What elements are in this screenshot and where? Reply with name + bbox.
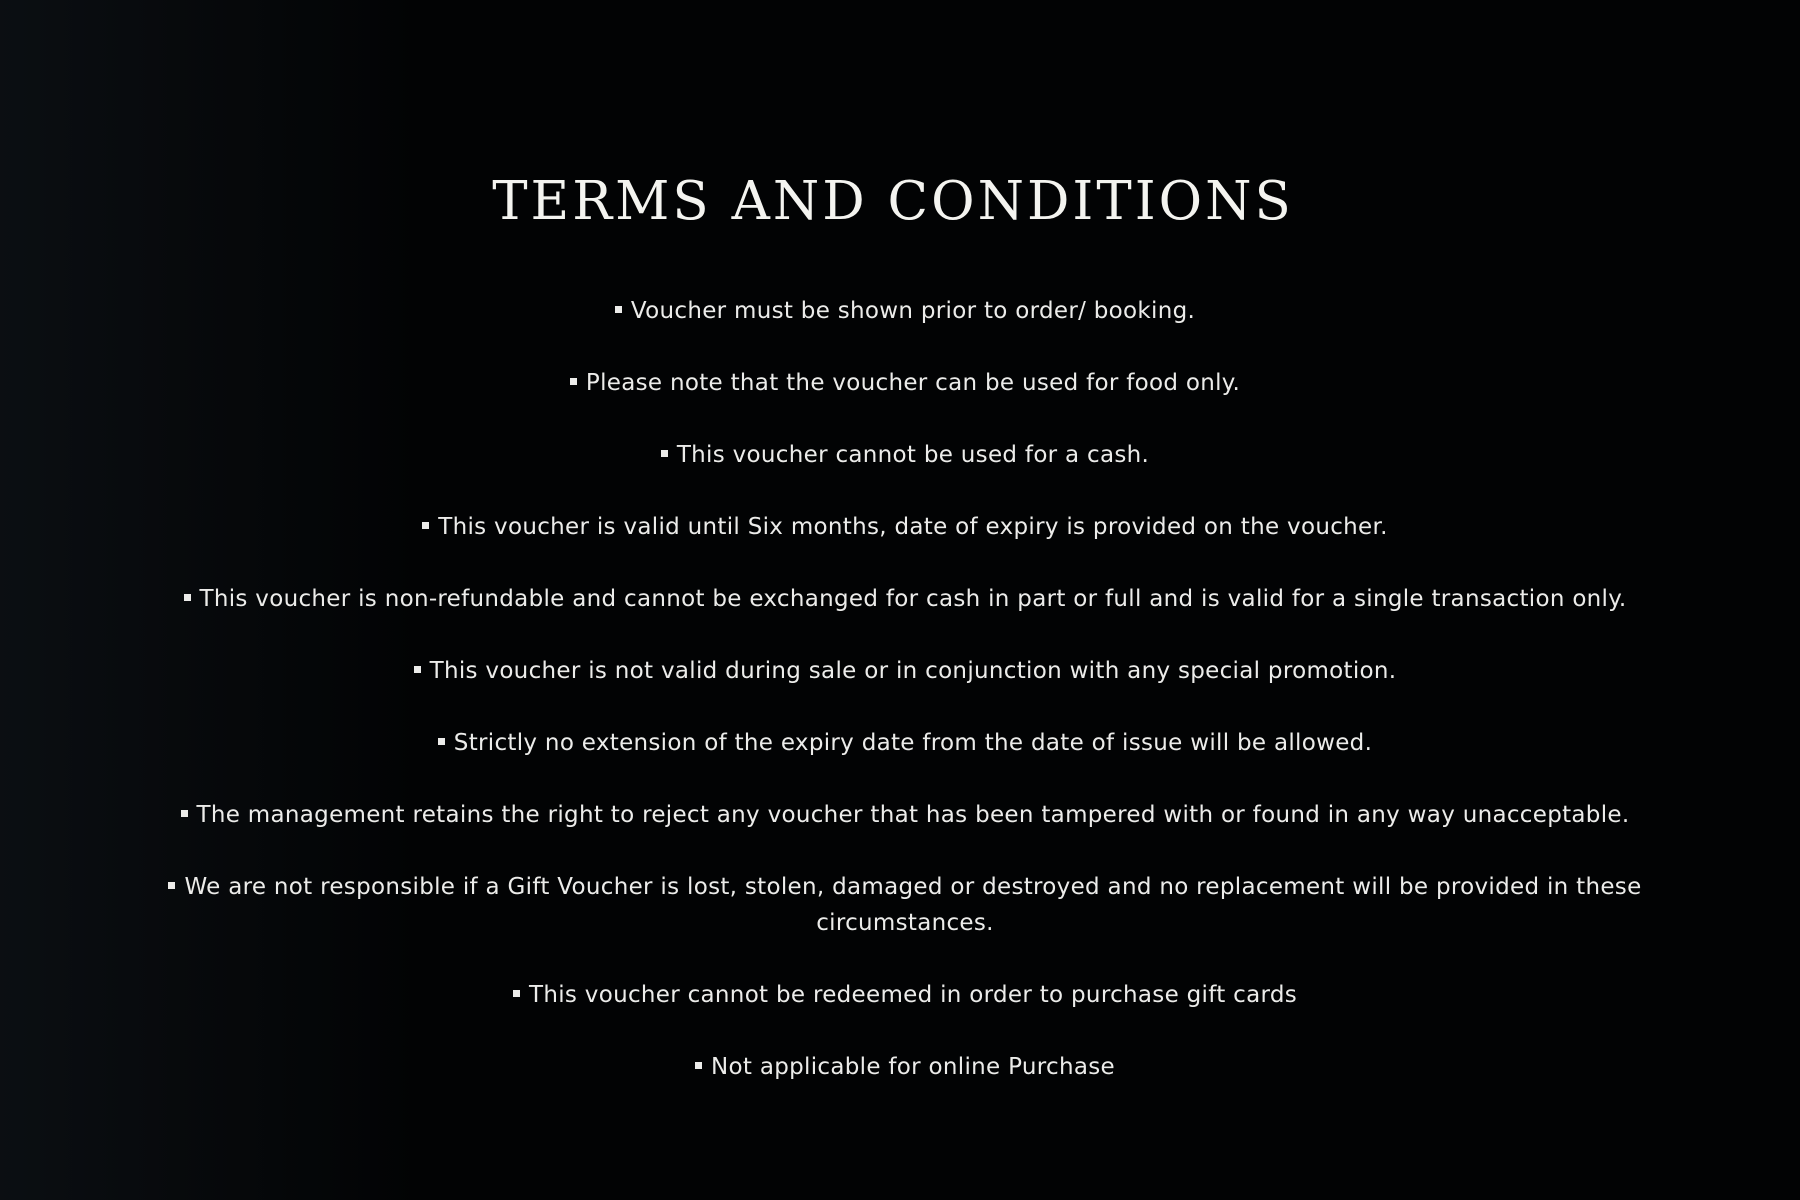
square-bullet-icon [422, 522, 429, 529]
term-text: Strictly no extension of the expiry date from the date of issue will be allowed. [453, 730, 1373, 756]
square-bullet-icon [695, 1062, 702, 1069]
list-item [160, 365, 1650, 401]
square-bullet-icon [168, 882, 175, 889]
list-item [160, 581, 1650, 617]
terms-list [160, 293, 1650, 1121]
term-text: Please note that the voucher can be used for food only. [585, 370, 1241, 396]
term-text: We are not responsible if a Gift Voucher is lost, stolen, damaged or destroyed and no replacement will be provided in these circumstances. [184, 874, 1642, 936]
square-bullet-icon [414, 666, 421, 673]
term-text: This voucher cannot be used for a cash. [676, 442, 1150, 468]
term-text: This voucher is not valid during sale or in conjunction with any special promotion. [429, 658, 1397, 684]
term-text: This voucher is valid until Six months, date of expiry is provided on the voucher. [438, 514, 1388, 540]
list-item [160, 509, 1650, 545]
term-text: The management retains the right to reject any voucher that has been tampered with or found in any way unacceptable. [196, 802, 1630, 828]
square-bullet-icon [184, 594, 191, 601]
list-item [160, 653, 1650, 689]
list-item [160, 293, 1650, 329]
term-text: This voucher cannot be redeemed in order to purchase gift cards [528, 982, 1298, 1008]
term-text: This voucher is non-refundable and cannot be exchanged for cash in part or full and is valid for a single transaction only. [199, 586, 1627, 612]
term-text: Voucher must be shown prior to order/ booking. [630, 298, 1196, 324]
list-item [160, 1049, 1650, 1085]
list-item [160, 725, 1650, 761]
square-bullet-icon [570, 378, 577, 385]
square-bullet-icon [661, 450, 668, 457]
list-item [160, 869, 1650, 941]
term-text: Not applicable for online Purchase [711, 1054, 1115, 1080]
square-bullet-icon [438, 738, 445, 745]
list-item [160, 797, 1650, 833]
square-bullet-icon [181, 810, 188, 817]
square-bullet-icon [513, 990, 520, 997]
list-item [160, 437, 1650, 473]
page-title: TERMS AND CONDITIONS [492, 171, 1294, 232]
square-bullet-icon [615, 306, 622, 313]
list-item [160, 977, 1650, 1013]
